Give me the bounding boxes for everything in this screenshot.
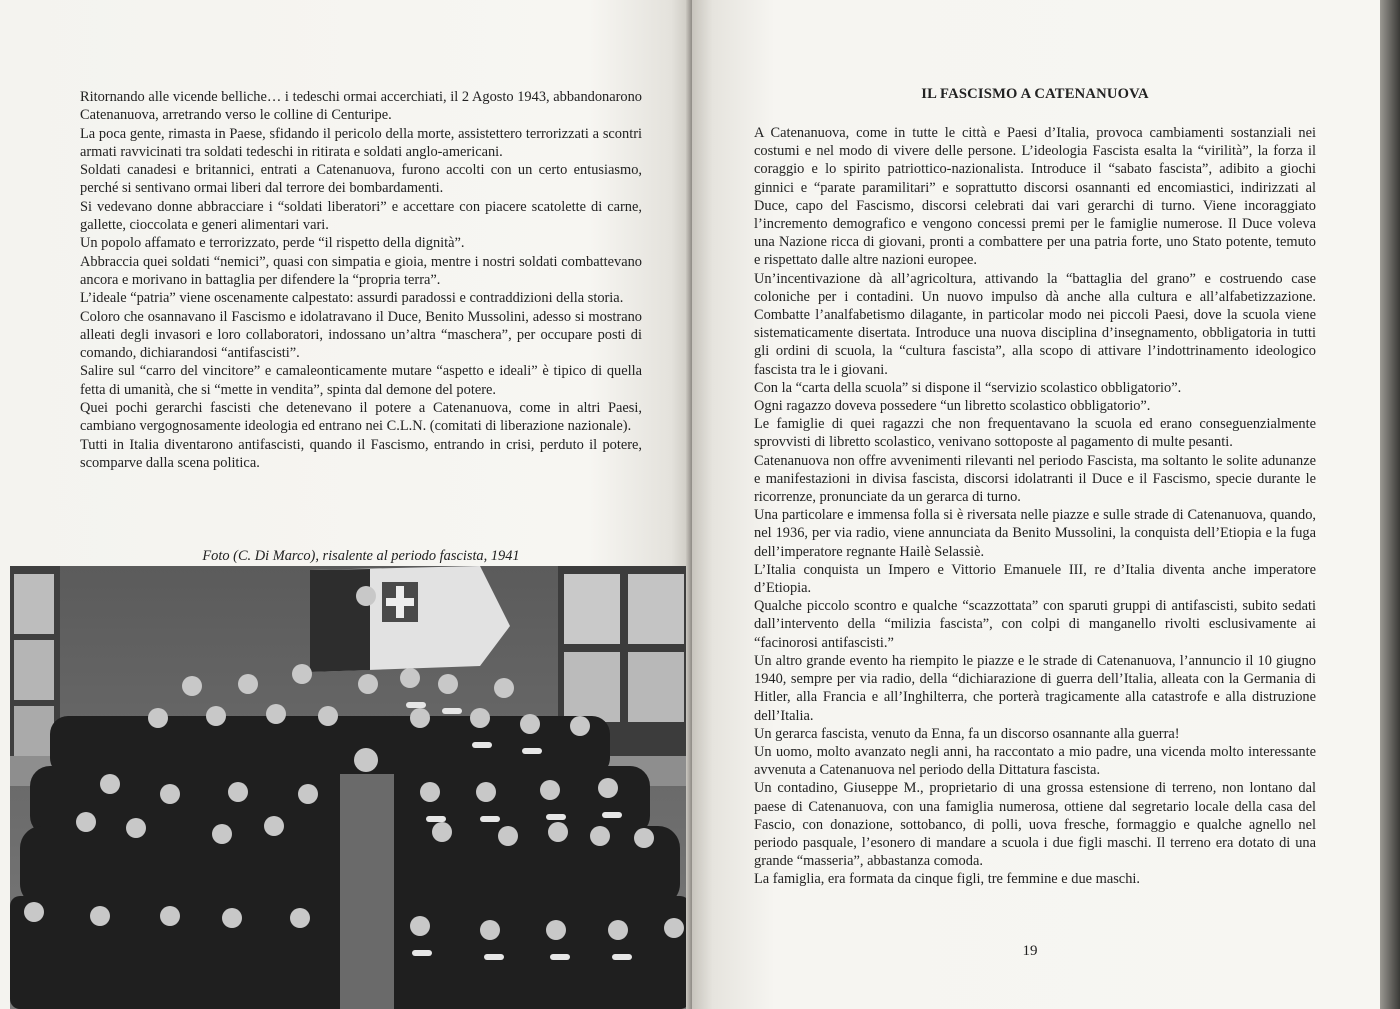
left-paragraph: L’ideale “patria” viene oscenamente calpestato: assurdi paradossi e contraddizioni della storia.	[80, 290, 624, 307]
right-paragraph: Un uomo, molto avanzato negli anni, ha raccontato a mio padre, una vicenda molto interessante avvenuta a Catenanuova nel periodo della Dittatura fascista.	[754, 743, 1316, 779]
right-paragraph: L’Italia conquista un Impero e Vittorio Emanuele III, re d’Italia diventa anche imperatore d’Etiopia.	[754, 561, 1316, 597]
left-page	[0, 0, 692, 1009]
right-paragraph: Un’incentivazione dà all’agricoltura, attivando la “battaglia del grano” e costruendo case coloniche per i contadini. Un nuovo impulso dà anche alla cultura e all’alfabetizzazione. Combatte l’analfabetismo dilagante, in particolar modo nei piccoli Paesi, dove la scuola viene sistematicamente disertata. Introduce una nuova disciplina d’insegnamento, obbligatoria in tutti gli ordini di scuola, la “cultura fascista”, alla scopo di attivare l’indottrinamento ideologico fascista tra le i giovani.	[754, 270, 1316, 378]
right-paragraph: Un contadino, Giuseppe M., proprietario di una grossa estensione di terreno, non lontano dal paese di Catenanuova, con una famiglia numerosa, ottiene dal segretario locale della casa del Fascio, con donazione, sottobanco, di polli, uova fresche, formaggio e qualche agnello nel periodo pasquale, l’esonero di mandare a scuola i due figli maschi. Il terreno era dotato di una grande “masseria”, abbastanza comoda.	[754, 780, 1316, 870]
photo-caption: Foto (C. Di Marco), risalente al periodo fascista, 1941	[202, 548, 520, 564]
class-photo	[10, 566, 690, 1009]
left-page-body	[80, 88, 642, 472]
right-paragraph: Catenanuova non offre avvenimenti rilevanti nel periodo Fascista, ma soltanto le solite adunanze e manifestazioni in divisa fascista, discorsi idolatranti il Duce e il Fascismo, specie durante le ricorrenze, pronunciate da un gerarca di turno.	[754, 452, 1316, 506]
right-paragraph: A Catenanuova, come in tutte le città e Paesi d’Italia, provoca cambiamenti sostanziali nei costumi e nel modo di vivere delle persone. L’ideologia Fascista esalta la “virilità”, la forza il coraggio e lo spirito patriottico-nazionalista. Introduce il “sabato fascista”, adibito a giochi ginnici e “parate paramilitari” e soprattutto discorsi osannanti ed encomiastici, indirizzati al Duce, capo del Fascismo, discorsi celebrati dai vari gerarchi di turno. Viene incoraggiato l’incremento demografico e vengono concessi premi per le famiglie numerose. Il Duce voleva una Nazione ricca di giovani, pronti a combattere per una patria forte, uno Stato potente, temuto e rispettato dalle altre nazioni europee.	[754, 125, 1316, 269]
page-number: 19	[1022, 943, 1038, 959]
right-page-body	[754, 124, 1316, 889]
page-edge-shadow	[1380, 0, 1400, 1009]
class-photo-image	[10, 566, 690, 1009]
left-paragraph: Ritornando alle vicende belliche… i tedeschi ormai accerchiati, il 2 Agosto 1943, abbandonarono Catenanuova, arretrando verso le colline di Centuripe.	[80, 89, 642, 124]
right-paragraph: Una particolare e immensa folla si è riversata nelle piazze e sulle strade di Catenanuova, quando, nel 1936, per via radio, viene annunciata da Benito Mussolini, la conquista dell’Etiopia e la fuga dell’imperatore regnante Hailè Selassiè.	[754, 507, 1316, 560]
right-paragraph: Un altro grande evento ha riempito le piazze e le strade di Catenanuova, l’annuncio il 10 giugno 1940, sempre per via radio, della “dichiarazione di guerra dell’Italia, alleata con la Germania di Hitler, alla Francia e all’Inghilterra, che porterà tragicamente alla catastrofe e alla distruzione dell’Italia.	[754, 652, 1316, 724]
right-paragraph: Le famiglie di quei ragazzi che non frequentavano la scuola ed erano conseguenzialmente sprovvisti di libretto scolastico, venivano sottoposte al pagamento di multe pesanti.	[754, 416, 1316, 451]
left-paragraph: La poca gente, rimasta in Paese, sfidando il pericolo della morte, assistettero terrorizzati a scontri armati ravvicinati tra soldati tedeschi in ritirata e soldati anglo-americani.	[80, 125, 642, 160]
right-paragraph: La famiglia, era formata da cinque figli, tre femmine e due maschi.	[754, 871, 1140, 888]
left-paragraph: Quei pochi gerarchi fascisti che detenevano il potere a Catenanuova, come in altri Paesi, cambiano vergognosamente ideologia ed entrano nei C.L.N. (comitati di liberazione nazionale).	[80, 400, 642, 435]
left-paragraph: Salire sul “carro del vincitore” e camaleonticamente mutare “aspetto e ideali” è tipico di quella fetta di umanità, che si “mette in vendita”, spinta dal demone del potere.	[80, 363, 642, 398]
left-paragraph: Un popolo affamato e terrorizzato, perde “il rispetto della dignità”.	[80, 235, 465, 252]
right-paragraph: Qualche piccolo scontro e qualche “scazzottata” con sparuti gruppi di antifascisti, subito sedati dall’intervento della “milizia fascista”, con colpi di manganello rivolti esclusivamente ai “facinorosi antifascisti.”	[754, 598, 1316, 651]
chapter-title: IL FASCISMO A CATENANUOVA	[921, 86, 1149, 102]
right-paragraph: Ogni ragazzo doveva possedere “un libretto scolastico obbligatorio”.	[754, 398, 1151, 415]
left-paragraph: Soldati canadesi e britannici, entrati a Catenanuova, furono accolti con un certo entusiasmo, perché si sentivano ormai liberi dal terrore dei bombardamenti.	[80, 162, 642, 197]
left-paragraph: Tutti in Italia diventarono antifascisti, quando il Fascismo, entrando in crisi, perduto il potere, scomparve dalla scena politica.	[80, 436, 642, 471]
right-paragraph: Un gerarca fascista, venuto da Enna, fa un discorso osannante alla guerra!	[754, 725, 1180, 742]
left-paragraph: Coloro che osannavano il Fascismo e idolatravano il Duce, Benito Mussolini, adesso si mostrano alleati degli invasori e loro collaboratori, indossano un’altra “maschera”, per occupare posti di comando, dichiarandosi “antifascisti”.	[80, 308, 642, 362]
right-paragraph: Con la “carta della scuola” si dispone il “servizio scolastico obbligatorio”.	[754, 379, 1182, 396]
left-paragraph: Abbraccia quei soldati “nemici”, quasi con simpatia e gioia, mentre i nostri soldati combattevano ancora e morivano in battaglia per difendere la “propria terra”.	[80, 253, 642, 288]
left-paragraph: Si vedevano donne abbracciare i “soldati liberatori” e accettare con piacere scatolette di carne, gallette, cioccolata e generi alimentari vari.	[80, 198, 642, 234]
